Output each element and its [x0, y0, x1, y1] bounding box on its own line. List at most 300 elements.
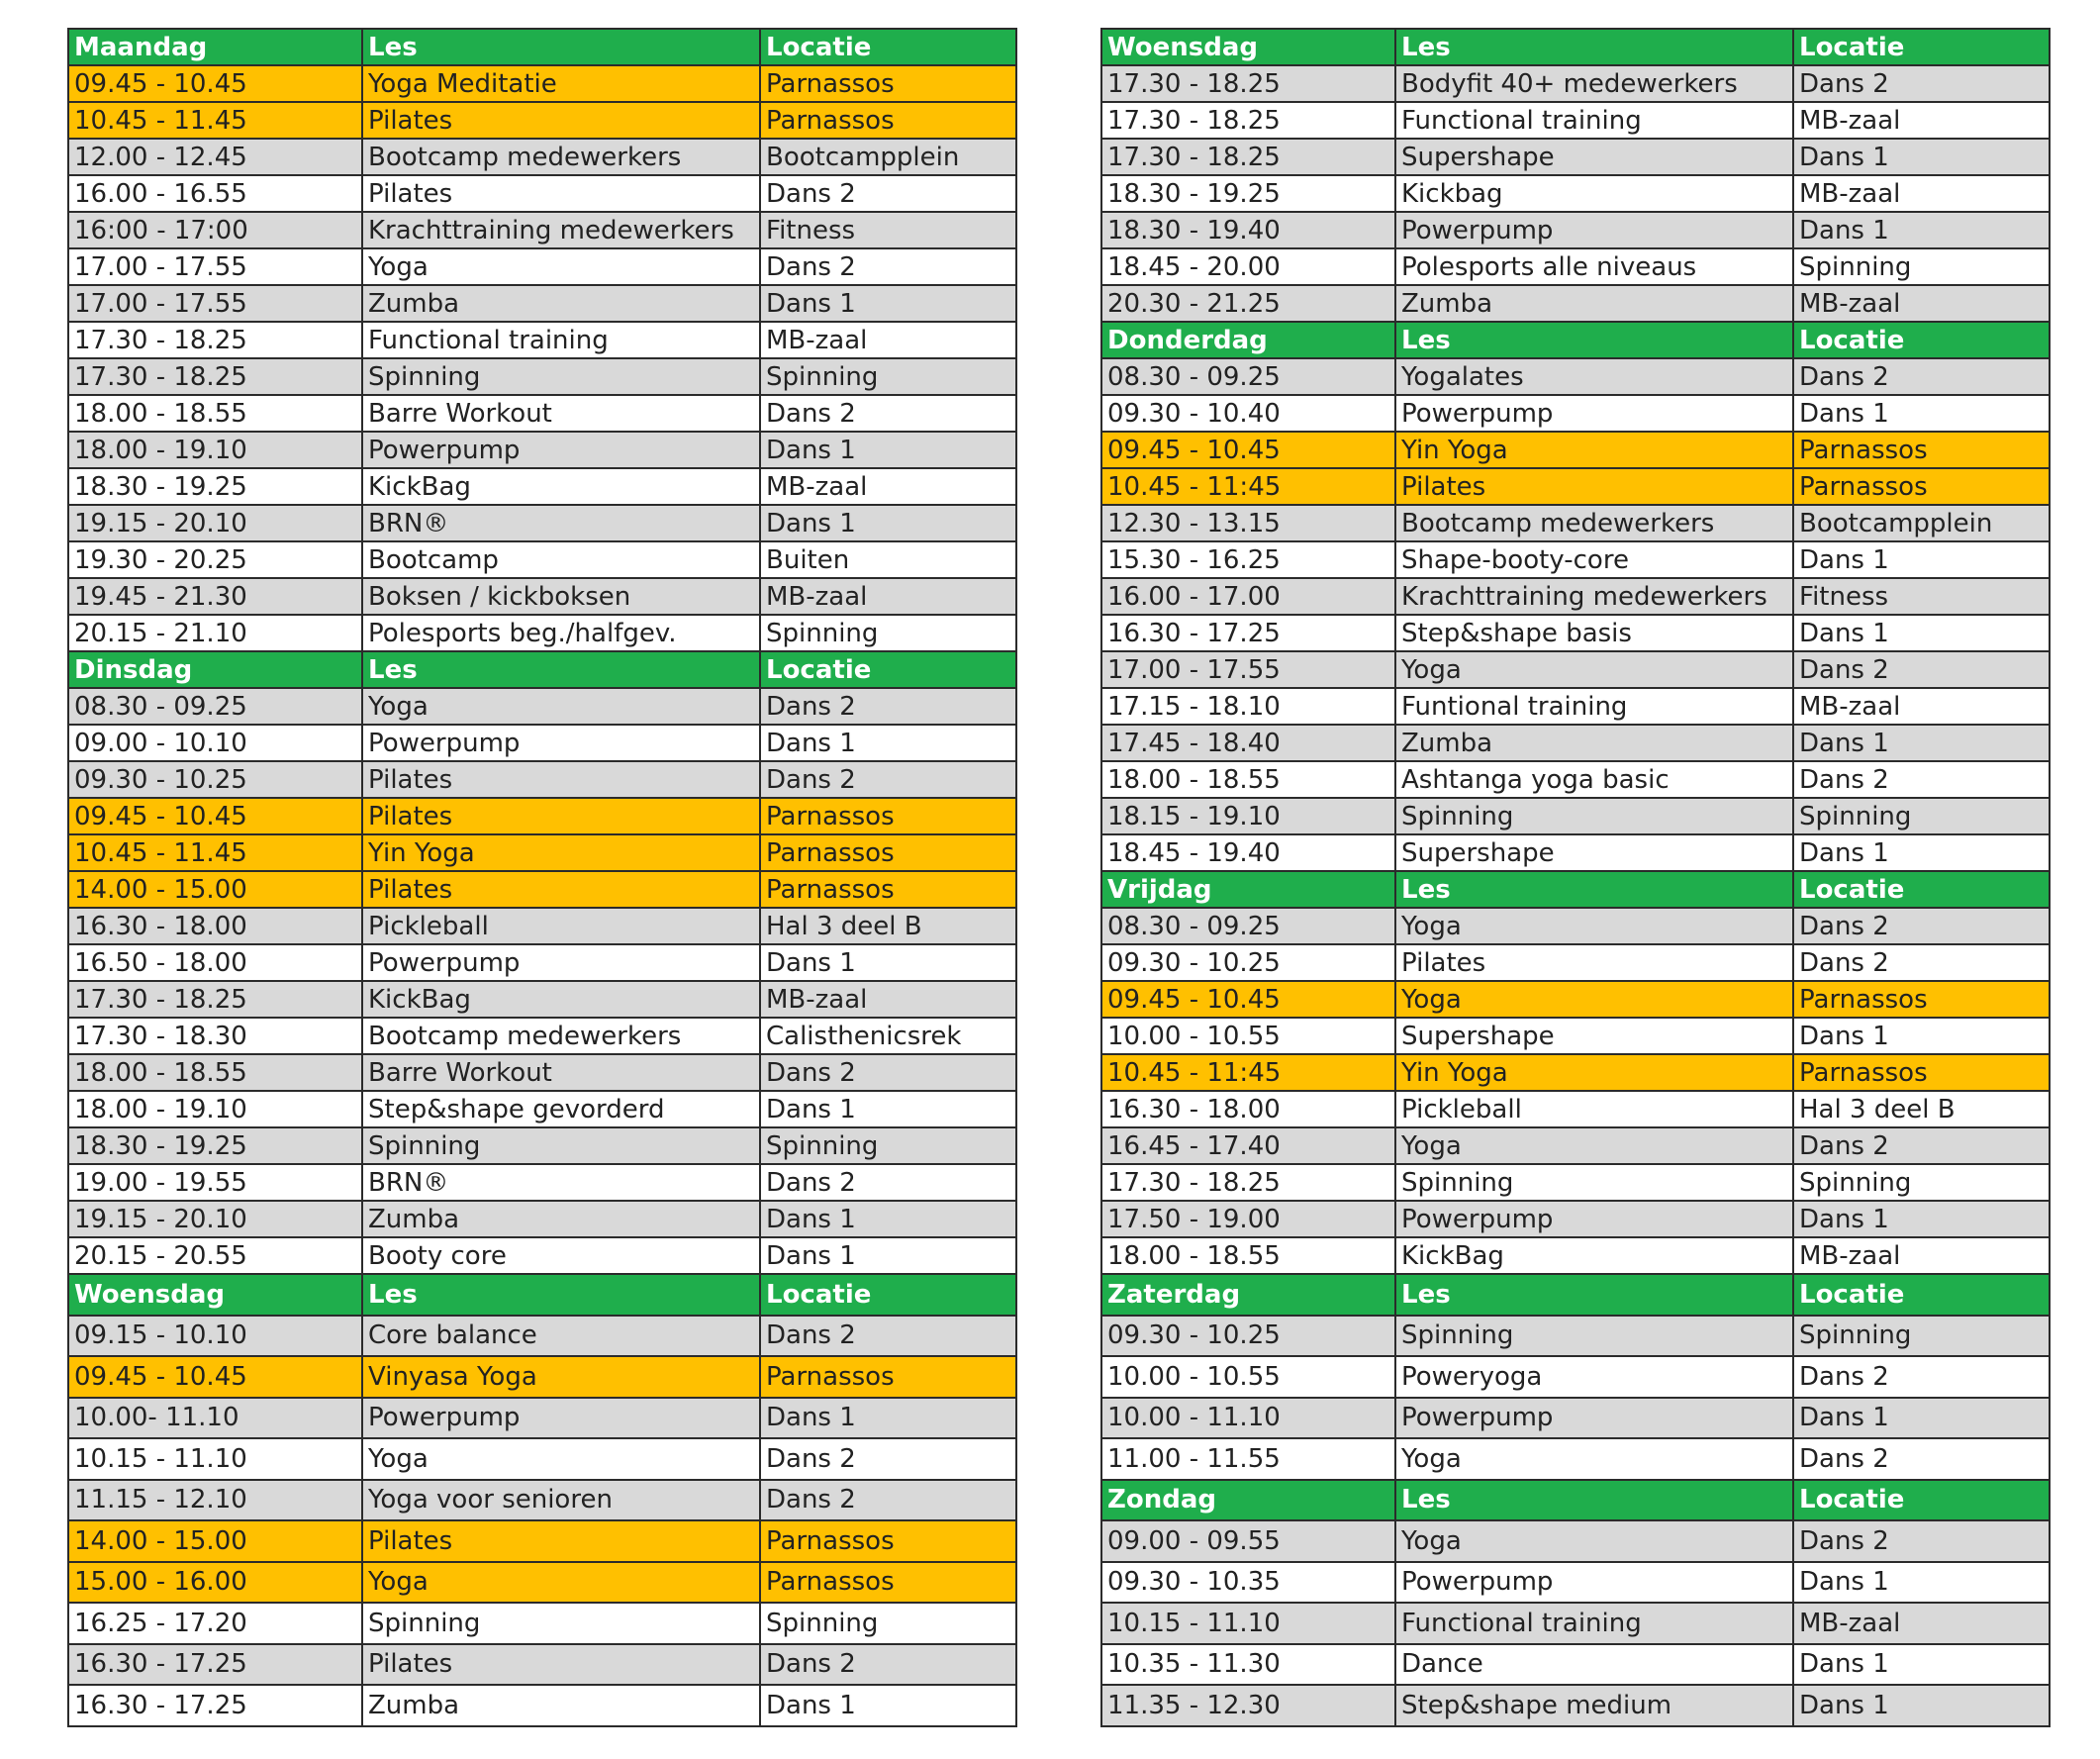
class-name: Powerpump: [1395, 1398, 1793, 1439]
class-name: BRN®: [362, 505, 760, 541]
class-row: [68, 615, 1016, 651]
class-time: 09.30 - 10.25: [68, 761, 362, 798]
class-row: [1101, 1237, 2050, 1274]
class-name: Pilates: [362, 761, 760, 798]
class-name: Yin Yoga: [1395, 1054, 1793, 1091]
class-row: [1101, 578, 2050, 615]
class-location: Dans 1: [1793, 1644, 2050, 1686]
class-name: Core balance: [362, 1316, 760, 1357]
class-row: [68, 725, 1016, 761]
column-header-les: Les: [1395, 29, 1793, 65]
class-time: 18.45 - 20.00: [1101, 248, 1395, 285]
column-header-les: Les: [362, 1274, 760, 1316]
class-name: Functional training: [1395, 102, 1793, 139]
class-name: Pilates: [362, 102, 760, 139]
class-row: [68, 358, 1016, 395]
class-location: Dans 1: [760, 1091, 1016, 1127]
class-name: Supershape: [1395, 139, 1793, 175]
column-header-les: Les: [362, 29, 760, 65]
class-time: 10.00 - 10.55: [1101, 1356, 1395, 1398]
class-location: Dans 2: [760, 395, 1016, 432]
class-name: Powerpump: [362, 432, 760, 468]
class-location: Parnassos: [760, 834, 1016, 871]
class-time: 19.45 - 21.30: [68, 578, 362, 615]
class-name: Pilates: [362, 798, 760, 834]
class-time: 18.00 - 18.55: [1101, 761, 1395, 798]
class-time: 19.30 - 20.25: [68, 541, 362, 578]
class-row: [68, 908, 1016, 944]
class-row: [68, 468, 1016, 505]
class-row: [1101, 981, 2050, 1018]
class-row: [68, 761, 1016, 798]
class-location: Dans 1: [760, 432, 1016, 468]
class-name: Dance: [1395, 1644, 1793, 1686]
class-time: 10.00 - 10.55: [1101, 1018, 1395, 1054]
class-row: [1101, 212, 2050, 248]
class-location: Dans 2: [760, 688, 1016, 725]
class-time: 19.15 - 20.10: [68, 505, 362, 541]
class-name: Functional training: [1395, 1603, 1793, 1644]
class-time: 10.15 - 11.10: [68, 1438, 362, 1480]
class-time: 08.30 - 09.25: [1101, 358, 1395, 395]
class-row: [1101, 65, 2050, 102]
class-time: 18.00 - 19.10: [68, 432, 362, 468]
class-location: MB-zaal: [1793, 688, 2050, 725]
class-time: 16:00 - 17:00: [68, 212, 362, 248]
class-location: Spinning: [760, 1127, 1016, 1164]
class-time: 17.30 - 18.25: [1101, 139, 1395, 175]
class-name: Yoga: [362, 248, 760, 285]
class-row: [68, 688, 1016, 725]
class-location: Dans 1: [760, 285, 1016, 322]
column-header-locatie: Locatie: [1793, 322, 2050, 358]
class-row: [68, 1480, 1016, 1521]
class-time: 14.00 - 15.00: [68, 871, 362, 908]
class-time: 09.00 - 09.55: [1101, 1520, 1395, 1562]
class-row: [68, 285, 1016, 322]
class-location: Dans 2: [760, 1480, 1016, 1521]
class-name: Yogalates: [1395, 358, 1793, 395]
class-row: [68, 139, 1016, 175]
class-location: Dans 2: [760, 1164, 1016, 1201]
class-name: Powerpump: [362, 725, 760, 761]
class-location: MB-zaal: [1793, 1237, 2050, 1274]
day-name: Woensdag: [1101, 29, 1395, 65]
class-time: 17.30 - 18.25: [1101, 65, 1395, 102]
class-location: Hal 3 deel B: [1793, 1091, 2050, 1127]
class-name: Boksen / kickboksen: [362, 578, 760, 615]
class-row: [1101, 248, 2050, 285]
class-name: Shape-booty-core: [1395, 541, 1793, 578]
class-location: Parnassos: [760, 1356, 1016, 1398]
class-time: 17.30 - 18.25: [1101, 1164, 1395, 1201]
class-time: 11.15 - 12.10: [68, 1480, 362, 1521]
class-name: Pickleball: [1395, 1091, 1793, 1127]
column-header-locatie: Locatie: [1793, 871, 2050, 908]
class-time: 18.00 - 18.55: [1101, 1237, 1395, 1274]
class-location: Spinning: [1793, 798, 2050, 834]
class-row: [1101, 1685, 2050, 1726]
class-name: Powerpump: [1395, 1201, 1793, 1237]
class-row: [1101, 1520, 2050, 1562]
class-time: 18.30 - 19.25: [68, 1127, 362, 1164]
class-time: 09.15 - 10.10: [68, 1316, 362, 1357]
class-name: Booty core: [362, 1237, 760, 1274]
class-location: Parnassos: [760, 65, 1016, 102]
class-row: [68, 1398, 1016, 1439]
class-name: Zumba: [362, 1685, 760, 1726]
class-location: MB-zaal: [1793, 102, 2050, 139]
class-name: Yin Yoga: [362, 834, 760, 871]
day-name: Woensdag: [68, 1274, 362, 1316]
class-name: KickBag: [362, 981, 760, 1018]
class-location: MB-zaal: [760, 578, 1016, 615]
class-location: Spinning: [760, 1603, 1016, 1644]
class-row: [68, 944, 1016, 981]
class-name: Step&shape basis: [1395, 615, 1793, 651]
class-name: Spinning: [1395, 1316, 1793, 1357]
class-time: 20.30 - 21.25: [1101, 285, 1395, 322]
class-location: Dans 1: [1793, 725, 2050, 761]
class-time: 17.45 - 18.40: [1101, 725, 1395, 761]
class-location: Dans 1: [760, 505, 1016, 541]
class-name: Yoga: [362, 1438, 760, 1480]
class-location: MB-zaal: [760, 981, 1016, 1018]
class-name: Powerpump: [362, 944, 760, 981]
class-time: 18.15 - 19.10: [1101, 798, 1395, 834]
column-header-locatie: Locatie: [760, 651, 1016, 688]
class-name: Yoga: [1395, 1520, 1793, 1562]
column-header-les: Les: [1395, 322, 1793, 358]
class-name: Powerpump: [1395, 395, 1793, 432]
class-row: [1101, 1091, 2050, 1127]
class-name: Poweryoga: [1395, 1356, 1793, 1398]
class-time: 10.15 - 11.10: [1101, 1603, 1395, 1644]
class-row: [68, 212, 1016, 248]
class-time: 16.25 - 17.20: [68, 1603, 362, 1644]
class-location: Spinning: [760, 615, 1016, 651]
class-row: [1101, 468, 2050, 505]
class-row: [1101, 175, 2050, 212]
column-header-les: Les: [1395, 1480, 1793, 1521]
class-row: [1101, 1438, 2050, 1480]
class-time: 15.00 - 16.00: [68, 1562, 362, 1604]
class-time: 10.45 - 11:45: [1101, 1054, 1395, 1091]
class-location: Dans 2: [760, 1438, 1016, 1480]
class-name: Kickbag: [1395, 175, 1793, 212]
class-time: 18.30 - 19.25: [1101, 175, 1395, 212]
class-time: 16.30 - 18.00: [1101, 1091, 1395, 1127]
class-row: [1101, 688, 2050, 725]
class-time: 10.00- 11.10: [68, 1398, 362, 1439]
class-time: 16.30 - 17.25: [68, 1685, 362, 1726]
class-name: Barre Workout: [362, 1054, 760, 1091]
class-location: Dans 2: [1793, 944, 2050, 981]
class-location: Dans 2: [760, 175, 1016, 212]
class-row: [1101, 1054, 2050, 1091]
class-row: [68, 871, 1016, 908]
class-row: [68, 322, 1016, 358]
class-name: Bootcamp medewerkers: [362, 139, 760, 175]
class-name: Barre Workout: [362, 395, 760, 432]
class-time: 17.30 - 18.25: [68, 981, 362, 1018]
class-time: 19.15 - 20.10: [68, 1201, 362, 1237]
class-time: 20.15 - 20.55: [68, 1237, 362, 1274]
column-header-locatie: Locatie: [1793, 1274, 2050, 1316]
class-row: [68, 432, 1016, 468]
class-time: 10.45 - 11:45: [1101, 468, 1395, 505]
day-name: Vrijdag: [1101, 871, 1395, 908]
class-time: 16.00 - 17.00: [1101, 578, 1395, 615]
class-name: Zumba: [1395, 285, 1793, 322]
class-name: Step&shape gevorderd: [362, 1091, 760, 1127]
class-name: Spinning: [1395, 1164, 1793, 1201]
class-row: [68, 248, 1016, 285]
class-row: [1101, 651, 2050, 688]
class-name: Pilates: [1395, 944, 1793, 981]
class-time: 18.00 - 18.55: [68, 395, 362, 432]
class-name: Bodyfit 40+ medewerkers: [1395, 65, 1793, 102]
class-name: Yoga: [1395, 908, 1793, 944]
class-row: [1101, 1316, 2050, 1357]
class-location: Dans 2: [1793, 761, 2050, 798]
class-location: Parnassos: [760, 1562, 1016, 1604]
day-name: Donderdag: [1101, 322, 1395, 358]
class-location: MB-zaal: [1793, 175, 2050, 212]
class-location: Spinning: [1793, 1164, 2050, 1201]
class-name: Bootcamp medewerkers: [362, 1018, 760, 1054]
class-location: MB-zaal: [1793, 1603, 2050, 1644]
class-name: Yoga: [362, 688, 760, 725]
class-location: Parnassos: [1793, 1054, 2050, 1091]
class-location: Spinning: [1793, 1316, 2050, 1357]
class-time: 16.30 - 17.25: [68, 1644, 362, 1686]
class-location: Dans 2: [760, 761, 1016, 798]
class-time: 10.00 - 11.10: [1101, 1398, 1395, 1439]
class-time: 18.45 - 19.40: [1101, 834, 1395, 871]
class-row: [1101, 1562, 2050, 1604]
class-name: Yoga Meditatie: [362, 65, 760, 102]
class-time: 15.30 - 16.25: [1101, 541, 1395, 578]
day-header-row: [1101, 1274, 2050, 1316]
class-row: [1101, 1164, 2050, 1201]
class-time: 09.30 - 10.35: [1101, 1562, 1395, 1604]
class-name: Funtional training: [1395, 688, 1793, 725]
class-name: Functional training: [362, 322, 760, 358]
class-location: Dans 2: [1793, 65, 2050, 102]
class-time: 14.00 - 15.00: [68, 1520, 362, 1562]
class-time: 16.45 - 17.40: [1101, 1127, 1395, 1164]
class-name: Powerpump: [1395, 212, 1793, 248]
class-time: 10.45 - 11.45: [68, 102, 362, 139]
class-name: Powerpump: [1395, 1562, 1793, 1604]
class-row: [68, 1237, 1016, 1274]
class-row: [68, 505, 1016, 541]
class-location: Dans 2: [1793, 1127, 2050, 1164]
column-header-les: Les: [362, 651, 760, 688]
column-header-locatie: Locatie: [760, 1274, 1016, 1316]
class-row: [68, 1201, 1016, 1237]
class-row: [1101, 798, 2050, 834]
class-row: [68, 1316, 1016, 1357]
class-location: MB-zaal: [760, 322, 1016, 358]
class-name: Spinning: [362, 1603, 760, 1644]
class-row: [1101, 615, 2050, 651]
column-header-locatie: Locatie: [760, 29, 1016, 65]
day-header-row: [68, 651, 1016, 688]
class-time: 17.50 - 19.00: [1101, 1201, 1395, 1237]
class-location: Dans 2: [760, 1644, 1016, 1686]
class-time: 16.30 - 17.25: [1101, 615, 1395, 651]
class-row: [1101, 139, 2050, 175]
class-row: [68, 1164, 1016, 1201]
class-time: 18.00 - 19.10: [68, 1091, 362, 1127]
class-row: [1101, 908, 2050, 944]
day-name: Dinsdag: [68, 651, 362, 688]
class-row: [68, 541, 1016, 578]
class-location: Dans 1: [1793, 1018, 2050, 1054]
class-name: Polesports beg./halfgev.: [362, 615, 760, 651]
class-name: Krachttraining medewerkers: [1395, 578, 1793, 615]
class-location: Bootcampplein: [1793, 505, 2050, 541]
class-location: Dans 2: [760, 1054, 1016, 1091]
class-row: [68, 1018, 1016, 1054]
class-row: [68, 834, 1016, 871]
class-location: Spinning: [760, 358, 1016, 395]
class-time: 17.00 - 17.55: [68, 285, 362, 322]
class-name: Pilates: [362, 175, 760, 212]
class-row: [1101, 541, 2050, 578]
class-name: KickBag: [1395, 1237, 1793, 1274]
class-location: Parnassos: [760, 102, 1016, 139]
class-name: Yoga: [362, 1562, 760, 1604]
class-time: 18.30 - 19.40: [1101, 212, 1395, 248]
class-time: 09.30 - 10.25: [1101, 1316, 1395, 1357]
day-header-row: [68, 29, 1016, 65]
class-time: 09.45 - 10.45: [68, 65, 362, 102]
class-location: Parnassos: [1793, 981, 2050, 1018]
class-location: Parnassos: [760, 871, 1016, 908]
class-name: Yoga: [1395, 1127, 1793, 1164]
class-name: Pilates: [362, 1520, 760, 1562]
class-location: Dans 2: [1793, 908, 2050, 944]
class-time: 17.30 - 18.25: [1101, 102, 1395, 139]
class-time: 09.45 - 10.45: [68, 1356, 362, 1398]
class-row: [68, 65, 1016, 102]
class-row: [1101, 102, 2050, 139]
class-row: [68, 1685, 1016, 1726]
class-time: 17.30 - 18.25: [68, 322, 362, 358]
class-name: KickBag: [362, 468, 760, 505]
day-name: Zondag: [1101, 1480, 1395, 1521]
column-header-les: Les: [1395, 871, 1793, 908]
class-time: 16.50 - 18.00: [68, 944, 362, 981]
class-location: Dans 1: [1793, 1398, 2050, 1439]
class-row: [68, 1356, 1016, 1398]
class-location: Parnassos: [760, 798, 1016, 834]
class-name: Supershape: [1395, 834, 1793, 871]
class-time: 17.00 - 17.55: [1101, 651, 1395, 688]
class-location: Dans 1: [1793, 1201, 2050, 1237]
class-row: [68, 395, 1016, 432]
class-time: 09.45 - 10.45: [1101, 432, 1395, 468]
class-name: Polesports alle niveaus: [1395, 248, 1793, 285]
class-name: Vinyasa Yoga: [362, 1356, 760, 1398]
class-name: Pilates: [362, 1644, 760, 1686]
day-header-row: [1101, 871, 2050, 908]
day-header-row: [1101, 322, 2050, 358]
class-row: [68, 981, 1016, 1018]
class-location: Fitness: [1793, 578, 2050, 615]
class-row: [1101, 285, 2050, 322]
class-name: Krachttraining medewerkers: [362, 212, 760, 248]
class-location: Dans 2: [1793, 1438, 2050, 1480]
class-row: [68, 1438, 1016, 1480]
class-time: 09.45 - 10.45: [1101, 981, 1395, 1018]
class-row: [68, 798, 1016, 834]
class-name: Spinning: [362, 1127, 760, 1164]
class-time: 19.00 - 19.55: [68, 1164, 362, 1201]
class-time: 17.00 - 17.55: [68, 248, 362, 285]
class-row: [1101, 358, 2050, 395]
schedule-body-left: [68, 29, 1016, 1726]
class-name: Yoga: [1395, 981, 1793, 1018]
class-row: [68, 1127, 1016, 1164]
class-location: Dans 1: [1793, 139, 2050, 175]
day-header-row: [1101, 1480, 2050, 1521]
class-location: MB-zaal: [760, 468, 1016, 505]
class-time: 17.15 - 18.10: [1101, 688, 1395, 725]
class-location: Parnassos: [760, 1520, 1016, 1562]
class-location: Dans 1: [760, 944, 1016, 981]
class-row: [1101, 1018, 2050, 1054]
class-time: 18.00 - 18.55: [68, 1054, 362, 1091]
class-location: Hal 3 deel B: [760, 908, 1016, 944]
class-time: 11.00 - 11.55: [1101, 1438, 1395, 1480]
class-row: [68, 1054, 1016, 1091]
class-location: Dans 1: [760, 1685, 1016, 1726]
class-name: Powerpump: [362, 1398, 760, 1439]
class-row: [1101, 1356, 2050, 1398]
class-location: Dans 2: [760, 1316, 1016, 1357]
class-name: Bootcamp: [362, 541, 760, 578]
class-row: [1101, 725, 2050, 761]
class-name: Pilates: [1395, 468, 1793, 505]
day-name: Maandag: [68, 29, 362, 65]
class-name: BRN®: [362, 1164, 760, 1201]
class-name: Ashtanga yoga basic: [1395, 761, 1793, 798]
class-time: 16.30 - 18.00: [68, 908, 362, 944]
day-header-row: [1101, 29, 2050, 65]
class-time: 12.30 - 13.15: [1101, 505, 1395, 541]
schedule-table-right: [1100, 28, 2051, 1727]
column-header-locatie: Locatie: [1793, 1480, 2050, 1521]
class-row: [68, 175, 1016, 212]
class-location: Dans 1: [1793, 212, 2050, 248]
class-row: [1101, 834, 2050, 871]
class-time: 09.00 - 10.10: [68, 725, 362, 761]
class-name: Pilates: [362, 871, 760, 908]
class-location: Dans 1: [760, 1237, 1016, 1274]
class-location: Fitness: [760, 212, 1016, 248]
class-time: 16.00 - 16.55: [68, 175, 362, 212]
class-name: Spinning: [362, 358, 760, 395]
class-row: [1101, 944, 2050, 981]
class-location: Parnassos: [1793, 432, 2050, 468]
class-name: Spinning: [1395, 798, 1793, 834]
class-name: Yin Yoga: [1395, 432, 1793, 468]
class-time: 17.30 - 18.30: [68, 1018, 362, 1054]
